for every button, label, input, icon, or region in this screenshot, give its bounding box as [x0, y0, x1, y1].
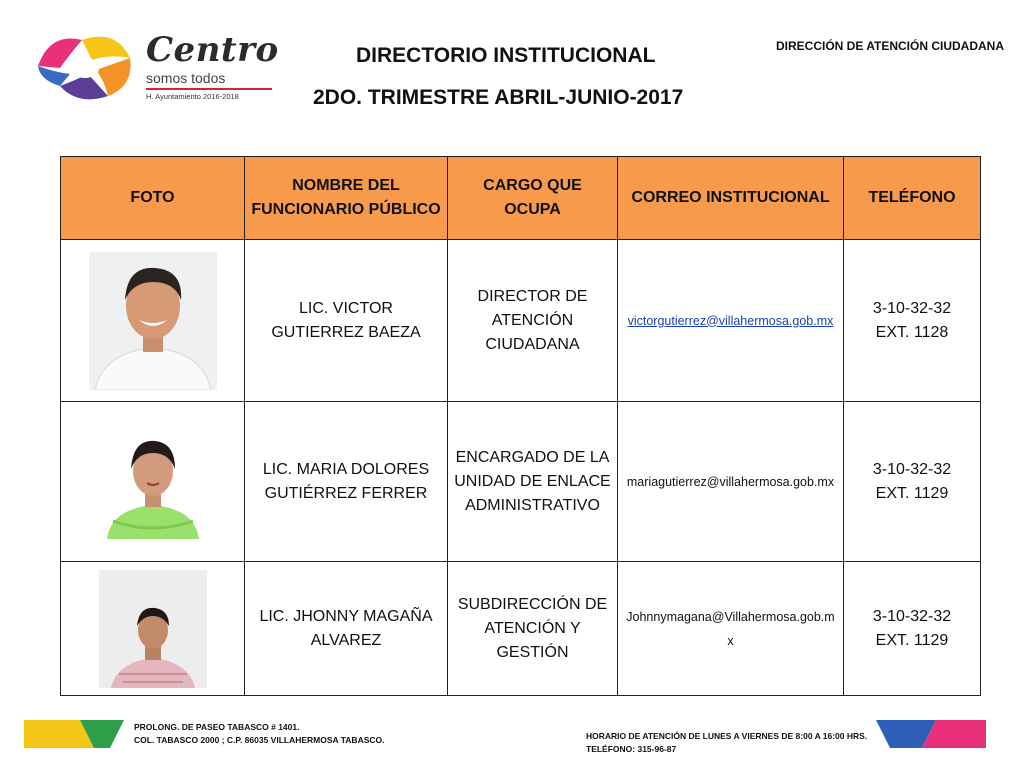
table-row	[61, 562, 981, 696]
role-cell: DIRECTOR DE ATENCIÓN CIUDADANA	[448, 240, 618, 402]
person-photo-icon	[105, 425, 201, 539]
brand-tagline: somos todos	[146, 70, 226, 86]
role-cell: ENCARGADO DE LA UNIDAD DE ENLACE ADMINISTRATIVO	[448, 402, 618, 562]
phone-extension: EXT. 1129	[875, 484, 949, 502]
page-title: DIRECTORIO INSTITUCIONAL	[356, 44, 656, 67]
email-link[interactable]: victorgutierrez@villahermosa.gob.mx	[627, 313, 834, 328]
email-text: mariagutierrez@villahermosa.gob.mx	[626, 474, 835, 489]
table-row	[61, 240, 981, 402]
photo-cell	[61, 402, 245, 562]
column-header-cargo: CARGO QUE OCUPA	[448, 157, 618, 240]
column-header-telefono: TELÉFONO	[844, 157, 981, 240]
email-cell	[618, 562, 844, 696]
person-photo	[89, 252, 217, 390]
brand-admin: H. Ayuntamiento 2016-2018	[146, 92, 239, 101]
phone-cell	[844, 562, 981, 696]
page-subtitle: 2DO. TRIMESTRE ABRIL-JUNIO-2017	[313, 86, 684, 109]
footer-ribbon-right-icon	[876, 720, 986, 748]
footer-address-line1: PROLONG. DE PASEO TABASCO # 1401.	[134, 722, 300, 732]
phone-extension: EXT. 1129	[875, 631, 949, 649]
person-photo-icon	[89, 252, 217, 390]
name-cell: LIC. MARIA DOLORES GUTIÉRREZ FERRER	[245, 402, 448, 562]
table-header-row	[61, 157, 981, 240]
directory-table	[60, 156, 981, 696]
phone-extension: EXT. 1128	[875, 323, 949, 341]
photo-cell	[61, 240, 245, 402]
email-cell	[618, 402, 844, 562]
person-photo-icon	[99, 570, 207, 688]
email-text: Johnnymagana@Villahermosa.gob.mx	[626, 609, 835, 648]
phone-number: 3-10-32-32	[872, 460, 952, 478]
phone-cell	[844, 402, 981, 562]
email-cell	[618, 240, 844, 402]
footer-hours: HORARIO DE ATENCIÓN DE LUNES A VIERNES DE 8:00 A 16:00 HRS.	[586, 731, 868, 741]
footer-address-line2: COL. TABASCO 2000 ; C.P. 86035 VILLAHERMOSA TABASCO.	[134, 735, 385, 745]
photo-cell	[61, 562, 245, 696]
name-cell: LIC. VICTOR GUTIERREZ BAEZA	[245, 240, 448, 402]
phone-number: 3-10-32-32	[872, 607, 952, 625]
footer-ribbon-left-icon	[24, 720, 124, 748]
table-row	[61, 402, 981, 562]
department-name: DIRECCIÓN DE ATENCIÓN CIUDADANA	[776, 39, 1004, 53]
phone-cell	[844, 240, 981, 402]
brand-underline	[146, 88, 272, 90]
phone-number: 3-10-32-32	[872, 299, 952, 317]
column-header-correo: CORREO INSTITUCIONAL	[618, 157, 844, 240]
role-cell: SUBDIRECCIÓN DE ATENCIÓN Y GESTIÓN	[448, 562, 618, 696]
brand-name: Centro	[146, 30, 279, 70]
footer-phone: TELÉFONO: 315-96-87	[586, 744, 677, 754]
column-header-foto: FOTO	[61, 157, 245, 240]
name-cell: LIC. JHONNY MAGAÑA ALVAREZ	[245, 562, 448, 696]
person-photo	[99, 570, 207, 688]
person-photo	[105, 425, 201, 539]
column-header-nombre: NOMBRE DEL FUNCIONARIO PÚBLICO	[245, 157, 448, 240]
